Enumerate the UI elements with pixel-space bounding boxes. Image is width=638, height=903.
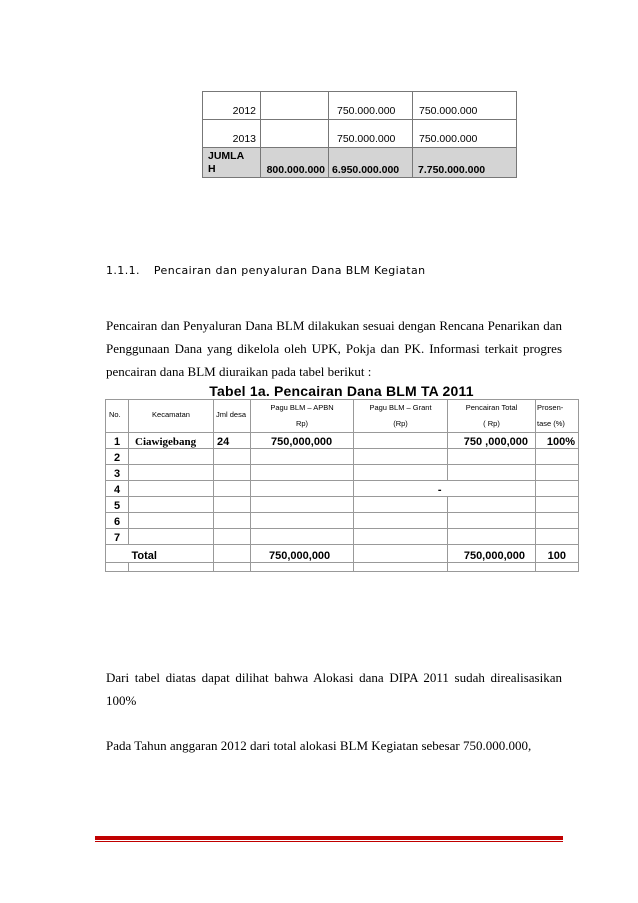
header-jml-desa: Jml desa <box>214 400 251 433</box>
disbursement-table <box>105 399 579 572</box>
table-cell: 750.000.000 <box>329 120 413 148</box>
paragraph-line: Dari tabel diatas dapat dilihat bahwa Alokasi dana DIPA 2011 sudah direalisasikan <box>106 670 562 685</box>
header-kecamatan: Kecamatan <box>129 400 214 433</box>
cell-jml-desa <box>214 465 251 481</box>
header-no: No. <box>106 400 129 433</box>
table-title: Tabel 1a. Pencairan Dana BLM TA 2011 <box>209 383 474 399</box>
header-line: ( Rp) <box>483 419 500 428</box>
table-header-row <box>106 400 579 433</box>
year-cell: 2012 <box>203 92 261 120</box>
table-row <box>203 120 517 148</box>
cell-kecamatan <box>129 449 214 465</box>
cell-blank <box>106 563 129 572</box>
cell-blank <box>536 563 579 572</box>
cell-blank <box>214 563 251 572</box>
cell-jml-desa <box>214 449 251 465</box>
cell-jml-desa <box>214 529 251 545</box>
cell-jml-desa <box>214 513 251 529</box>
cell-kecamatan <box>129 497 214 513</box>
total-label-line2: H <box>208 163 216 175</box>
cell-kecamatan <box>129 529 214 545</box>
table-row <box>106 529 579 545</box>
conclusion-paragraph <box>106 666 562 712</box>
total-prosen: 100 <box>536 545 579 563</box>
cell-no: 6 <box>106 513 129 529</box>
cell-grant <box>354 497 448 513</box>
cell-kecamatan <box>129 513 214 529</box>
cell-no: 1 <box>106 433 129 449</box>
table-cell: 750.000.000 <box>413 92 517 120</box>
total-cell: 7.750.000.000 <box>413 148 517 178</box>
cell-blank <box>354 563 448 572</box>
intro-paragraph <box>106 314 562 383</box>
cell-pencairan <box>448 497 536 513</box>
table-cell <box>261 92 329 120</box>
cell-kecamatan <box>129 481 214 497</box>
paragraph-line: Penggunaan Dana yang dikelola oleh UPK, Pokja dan PK. Informasi terkait progres <box>106 341 562 356</box>
cell-no: 4 <box>106 481 129 497</box>
paragraph-line: Pencairan dan Penyaluran Dana BLM dilakukan sesuai dengan Rencana Penarikan dan <box>106 318 562 333</box>
header-line: Pencairan Total <box>465 403 518 412</box>
cell-grant <box>354 449 448 465</box>
header-line: Prosen- <box>537 403 564 412</box>
total-label-line1: JUMLA <box>208 150 245 162</box>
header-pagu-grant <box>354 400 448 433</box>
cell-pencairan: 750 ,000,000 <box>448 433 536 449</box>
cell-apbn <box>251 529 354 545</box>
header-prosentase <box>536 400 579 433</box>
year-cell: 2013 <box>203 120 261 148</box>
table-cell: 750.000.000 <box>329 92 413 120</box>
header-line: (Rp) <box>393 419 408 428</box>
section-heading <box>106 264 426 277</box>
total-cell: 800.000.000 <box>261 148 329 178</box>
total-label <box>203 148 261 178</box>
header-pagu-apbn <box>251 400 354 433</box>
cell-pencairan <box>448 513 536 529</box>
cell-blank <box>129 563 214 572</box>
cell-kecamatan: Ciawigebang <box>129 433 214 449</box>
table-row <box>106 433 579 449</box>
header-pencairan-total <box>448 400 536 433</box>
total-label: Total <box>129 545 214 563</box>
cell-apbn <box>251 481 354 497</box>
total-cell: 6.950.000.000 <box>329 148 413 178</box>
cell-grant <box>354 433 448 449</box>
cell-blank <box>251 563 354 572</box>
budget-paragraph: Pada Tahun anggaran 2012 dari total alokasi BLM Kegiatan sebesar 750.000.000, <box>106 738 532 753</box>
header-line: Pagu BLM – Grant <box>369 403 432 412</box>
cell-blank <box>448 563 536 572</box>
cell-apbn: 750,000,000 <box>251 433 354 449</box>
cell-blank <box>354 545 448 563</box>
cell-apbn <box>251 449 354 465</box>
cell-prosen <box>536 497 579 513</box>
cell-blank <box>106 545 129 563</box>
cell-pencairan <box>448 449 536 465</box>
disbursement-table-container <box>105 383 578 572</box>
header-line: Rp) <box>295 419 309 428</box>
cell-grant <box>354 513 448 529</box>
table-row <box>106 449 579 465</box>
cell-prosen <box>536 513 579 529</box>
cell-kecamatan <box>129 465 214 481</box>
table-cell <box>261 120 329 148</box>
cell-prosen <box>536 465 579 481</box>
cell-pencairan <box>448 465 536 481</box>
total-apbn: 750,000,000 <box>251 545 354 563</box>
allocation-table <box>202 91 517 178</box>
section-number: 1.1.1. <box>106 264 140 277</box>
cell-pencairan <box>448 481 536 497</box>
cell-apbn <box>251 497 354 513</box>
cell-prosen <box>536 481 579 497</box>
cell-prosen <box>536 449 579 465</box>
cell-jml-desa <box>214 497 251 513</box>
blank-row <box>106 563 579 572</box>
cell-pencairan <box>448 529 536 545</box>
total-row <box>106 545 579 563</box>
footer-rule-thin <box>95 841 563 842</box>
table-row <box>106 481 579 497</box>
total-pencairan: 750,000,000 <box>448 545 536 563</box>
cell-blank <box>214 545 251 563</box>
cell-no: 3 <box>106 465 129 481</box>
paragraph-line: pencairan dana BLM diuraikan pada tabel berikut : <box>106 364 372 379</box>
table-row <box>106 497 579 513</box>
cell-no: 5 <box>106 497 129 513</box>
header-line: tase (%) <box>537 419 565 428</box>
cell-jml-desa: 24 <box>214 433 251 449</box>
section-title: Pencairan dan penyaluran Dana BLM Kegiatan <box>153 264 426 277</box>
table-row <box>106 513 579 529</box>
footer-rule-thick <box>95 836 563 840</box>
table-cell: 750.000.000 <box>413 120 517 148</box>
cell-no: 7 <box>106 529 129 545</box>
cell-grant <box>354 529 448 545</box>
cell-jml-desa <box>214 481 251 497</box>
cell-apbn <box>251 465 354 481</box>
cell-grant <box>354 465 448 481</box>
table-row <box>203 92 517 120</box>
cell-prosen: 100% <box>536 433 579 449</box>
cell-prosen <box>536 529 579 545</box>
cell-grant: - <box>354 481 448 497</box>
cell-apbn <box>251 513 354 529</box>
paragraph-line: 100% <box>106 693 137 708</box>
total-row <box>203 148 517 178</box>
table-row <box>106 465 579 481</box>
cell-no: 2 <box>106 449 129 465</box>
header-line: Pagu BLM – APBN <box>270 403 334 412</box>
